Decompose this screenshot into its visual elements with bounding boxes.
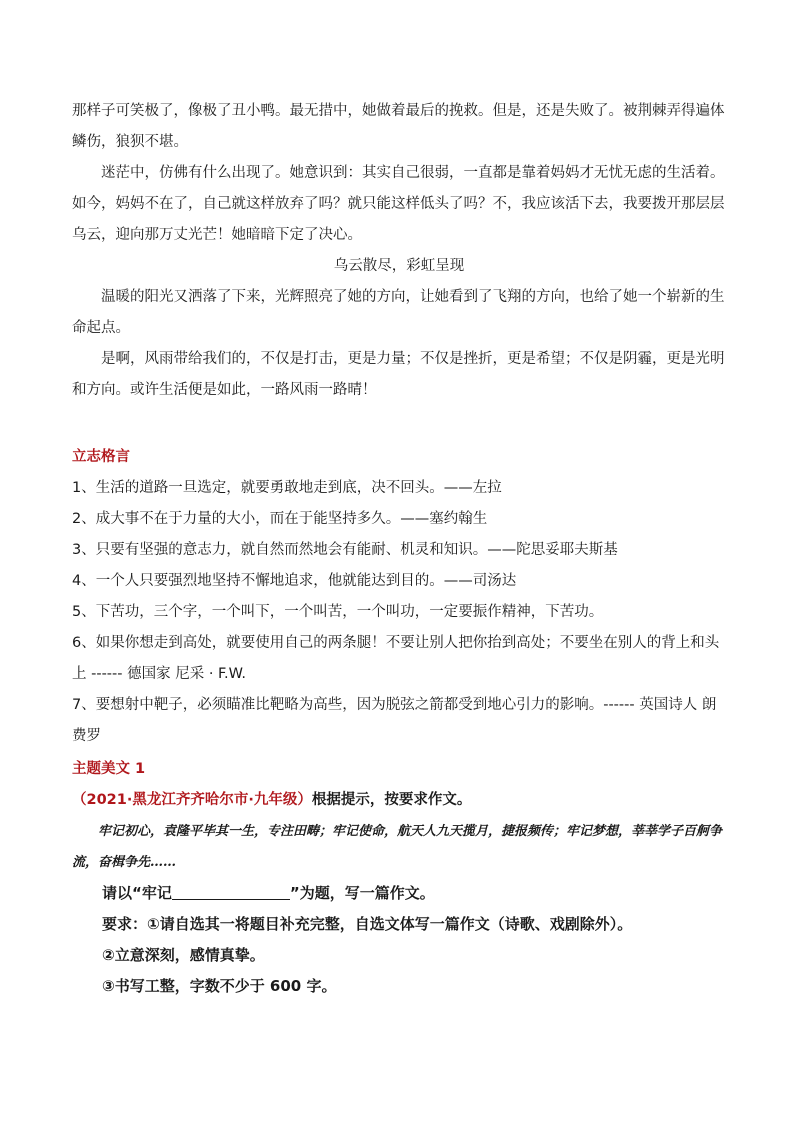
essay-hint: 牢记初心，袁隆平毕其一生，专注田畴；牢记使命，航天人九天揽月，捷报频传；牢记梦想，莘莘学子百舸争流，奋楫争先……: [72, 824, 723, 870]
story-paragraph: 是啊，风雨带给我们的，不仅是打击，更是力量；不仅是挫折，更是希望；不仅是阴霾，更是光明和方向。或许生活便是如此，一路风雨一路晴！: [72, 351, 725, 398]
mottos-list: [72, 473, 726, 752]
motto-item: 3、只要有坚强的意志力，就自然而然地会有能耐、机灵和知识。——陀思妥耶夫斯基: [72, 542, 618, 558]
motto-item: 7、要想射中靶子，必须瞄准比靶略为高些，因为脱弦之箭都受到地心引力的影响。------ 英国诗人 朗费罗: [72, 697, 717, 744]
essay-source: （2021·黑龙江齐齐哈尔市·九年级）: [72, 792, 312, 808]
essay-instruction: 根据提示，按要求作文。: [311, 792, 472, 808]
essay-requirement: ③书写工整，字数不少于 600 字。: [102, 977, 337, 995]
essay-prompt-line: [72, 785, 726, 816]
essay-prompt-before: 请以“牢记: [102, 884, 172, 902]
motto-item: 6、如果你想走到高处，就要使用自己的两条腿！不要让别人把你抬到高处；不要坐在别人的背上和头上 ------ 德国家 尼采 · F.W.: [72, 635, 720, 682]
document-page: [72, 96, 726, 1002]
mottos-title: 立志格言: [72, 449, 130, 465]
motto-item: 1、生活的道路一旦选定，就要勇敢地走到底，决不回头。——左拉: [72, 480, 502, 496]
motto-item: 5、下苦功，三个字，一个叫下，一个叫苦，一个叫功，一定要振作精神，下苦功。: [72, 604, 604, 620]
story-subheading: 乌云散尽，彩虹呈现: [333, 258, 465, 274]
motto-item: 4、一个人只要强烈地坚持不懈地追求，他就能达到目的。——司汤达: [72, 573, 517, 589]
motto-item: 2、成大事不在于力量的大小，而在于能坚持多久。——塞约翰生: [72, 511, 488, 527]
story-paragraph: 迷茫中，仿佛有什么出现了。她意识到：其实自己很弱，一直都是靠着妈妈才无忧无虑的生活着。如今，妈妈不在了，自己就这样放弃了吗？就只能这样低头了吗？不，我应该活下去，我要拨开那层层乌云，迎向那万丈光芒！她暗暗下定了决心。: [72, 165, 725, 243]
story-paragraph: 温暖的阳光又洒落了下来，光辉照亮了她的方向，让她看到了飞翔的方向，也给了她一个崭新的生命起点。: [72, 289, 725, 336]
essay-prompt: [72, 878, 726, 909]
essay-requirement: ②立意深刻，感情真挚。: [102, 946, 265, 964]
essay-title: 主题美文 1: [72, 761, 146, 777]
title-blank: [172, 884, 290, 900]
essay-requirement: 要求：①请自选其一将题目补充完整，自选文体写一篇作文（诗歌、戏剧除外）。: [102, 915, 633, 933]
essay-prompt-after: ”为题，写一篇作文。: [289, 884, 435, 902]
story-paragraph: 那样子可笑极了，像极了丑小鸭。最无措中，她做着最后的挽救。但是，还是失败了。被荆棘弄得遍体鳞伤，狼狈不堪。: [72, 103, 725, 150]
